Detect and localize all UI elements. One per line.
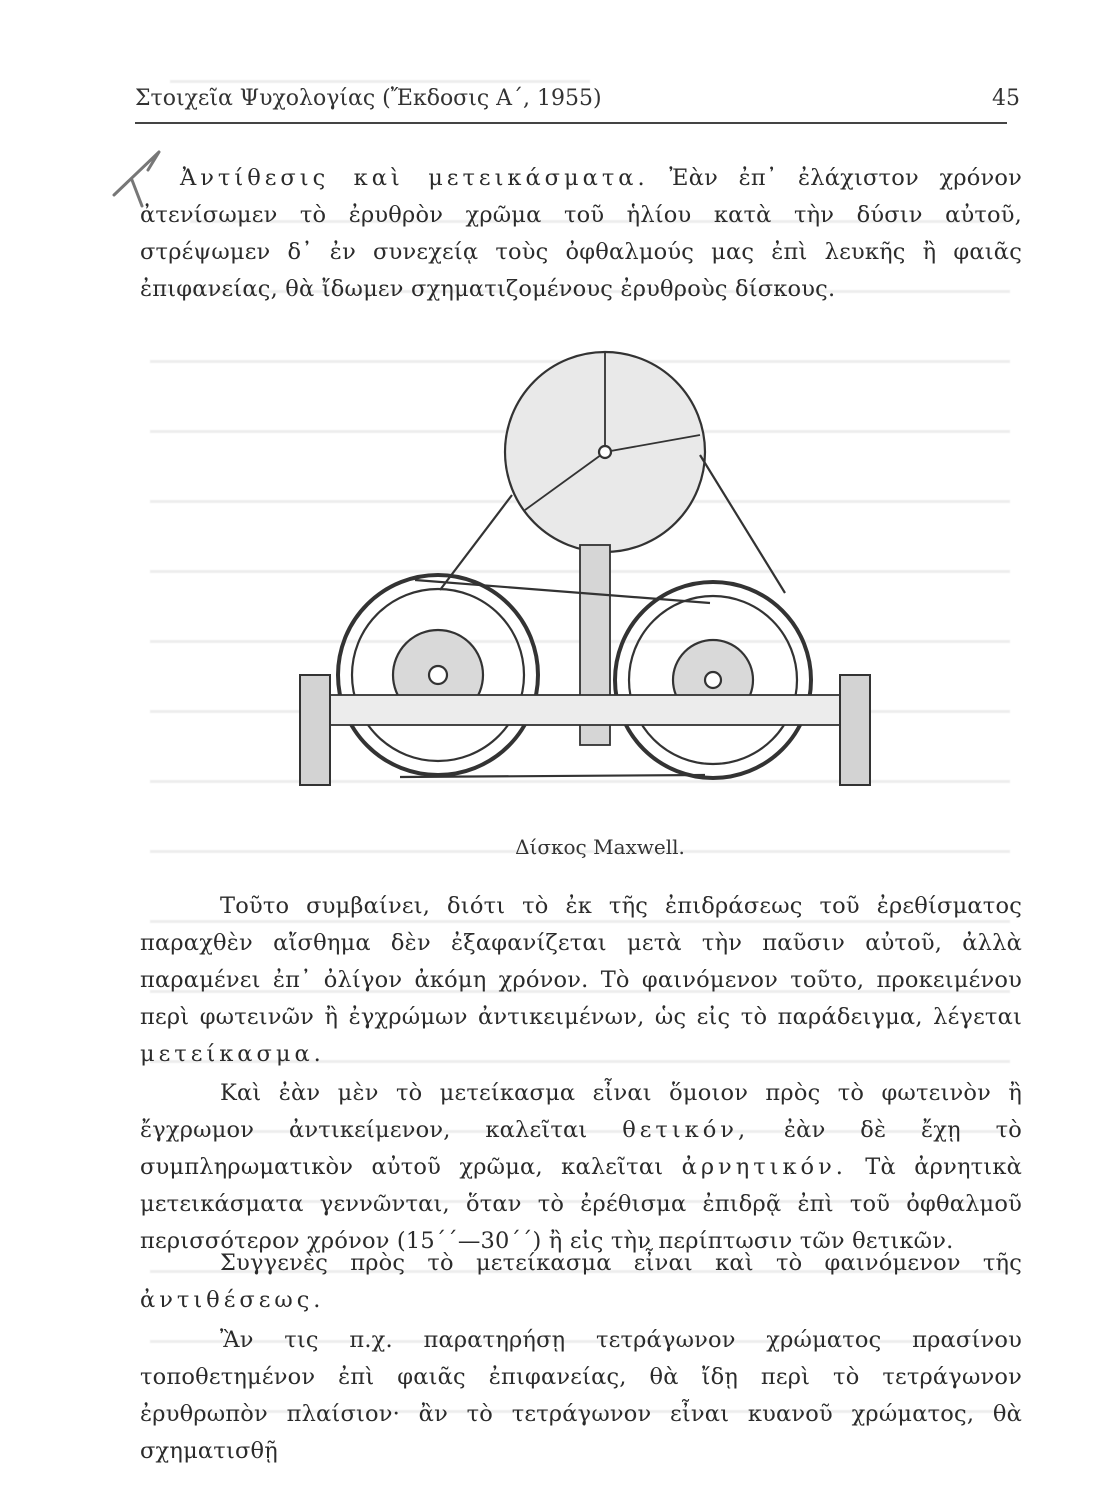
running-head-title: Στοιχεῖα Ψυχολογίας (Ἔκδοσις Α΄, 1955) xyxy=(135,86,602,111)
maxwell-disc-illustration xyxy=(280,345,880,840)
header-rule xyxy=(135,122,1007,124)
paragraph-text-c: Τὰ ἀρνητικὰ μετεικάσματα γεννῶνται, ὅταν τὸ ἐρέθισμα ἐπιδρᾷ ἐπὶ τοῦ ὀφθαλμοῦ περισσότερον χρόνον (15΄΄—30΄΄) ἢ εἰς τὴν περίπτωσιν τῶν θετικῶν. xyxy=(140,1154,1022,1254)
running-head xyxy=(135,86,1020,124)
figure-caption: Δίσκος Maxwell. xyxy=(515,835,685,859)
page-number: 45 xyxy=(992,86,1020,111)
paragraph-text: Συγγενὲς πρὸς τὸ μετείκασμα εἶναι καὶ τὸ φαινόμενον τῆς xyxy=(220,1250,1022,1276)
paragraph-green-square-example xyxy=(140,1322,1022,1470)
section-lead-term: Ἀντίθεσις καὶ μετεικάσματα. xyxy=(180,165,649,191)
paragraph-contrast xyxy=(140,1245,1022,1319)
paragraph-text: Ἂν τις π.χ. παρατηρήσῃ τετράγωνον χρώματος πρασίνου τοποθετημένον ἐπὶ φαιᾶς ἐπιφανείας, θὰ ἴδῃ περὶ τὸ τετράγωνον ἐρυθρωπὸν πλαίσιον· ἂν τὸ τετράγωνον εἶναι κυανοῦ χρώματος, θὰ σχηματισθῇ xyxy=(140,1327,1022,1464)
paragraph-text: Ἐὰν ἐπ᾿ ἐλάχιστον χρόνον ἀτενίσωμεν τὸ ἐρυθρὸν χρῶμα τοῦ ἡλίου κατὰ τὴν δύσιν αὐτοῦ, στρέψωμεν δ᾿ ἐν συνεχείᾳ τοὺς ὀφθαλμούς μας ἐπὶ λευκῆς ἢ φαιᾶς ἐπιφανείας, θὰ ἴδωμεν σχηματιζομένους ἐρυθροὺς δίσκους. xyxy=(140,165,1022,302)
term-negative: ἀρνητικόν. xyxy=(681,1154,847,1180)
paragraph-text: Τοῦτο συμβαίνει, διότι τὸ ἐκ τῆς ἐπιδράσεως τοῦ ἐρεθίσματος παραχθὲν αἴσθημα δὲν ἐξαφανίζεται μετὰ τὴν παῦσιν αὐτοῦ, ἀλλὰ παραμένει ἐπ᾿ ὀλίγον ἀκόμη χρόνον. Τὸ φαινόμενον τοῦτο, προκειμένου περὶ φωτεινῶν ἢ ἐγχρώμων ἀντικειμένων, ὡς εἰς τὸ παράδειγμα, λέγεται xyxy=(140,893,1022,1030)
paragraph-contrast-afterimages xyxy=(140,160,1022,308)
term-positive: θετικόν, xyxy=(622,1117,750,1143)
paragraph-afterimage-explanation xyxy=(140,888,1022,1073)
paragraph-text-b: ἐὰν δὲ ἔχῃ τὸ συμπληρωματικὸν αὐτοῦ χρῶμα, καλεῖται xyxy=(140,1117,1022,1180)
term-afterimage: μετείκασμα. xyxy=(140,1041,325,1067)
paragraph-text-a: Καὶ ἐὰν μὲν τὸ μετείκασμα εἶναι ὅμοιον πρὸς τὸ φωτεινὸν ἢ ἔγχρωμον ἀντικείμενον, καλεῖται xyxy=(140,1080,1022,1143)
paragraph-positive-negative xyxy=(140,1075,1022,1260)
term-contrast: ἀντιθέσεως. xyxy=(140,1287,325,1313)
